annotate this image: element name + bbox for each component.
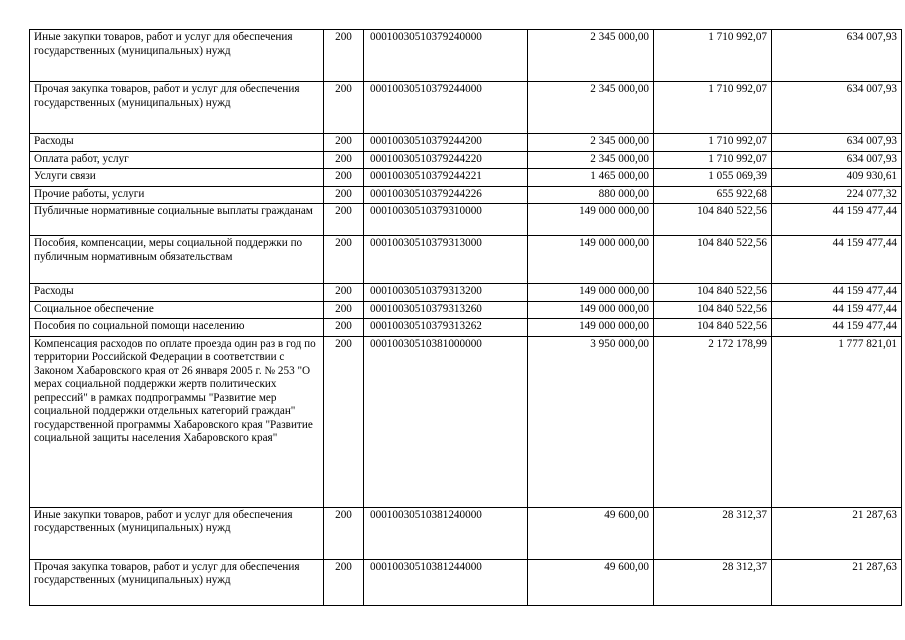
row-executed: 1 710 992,07 bbox=[654, 30, 772, 82]
row-code: 200 bbox=[324, 204, 364, 236]
row-unexecuted: 224 077,32 bbox=[772, 186, 902, 204]
row-unexecuted: 634 007,93 bbox=[772, 82, 902, 134]
table-row bbox=[30, 559, 902, 605]
row-approved: 149 000 000,00 bbox=[528, 236, 654, 284]
row-kbk: 00010030510381000000 bbox=[364, 336, 528, 507]
row-name: Пособия по социальной помощи населению bbox=[30, 319, 324, 337]
row-code: 200 bbox=[324, 336, 364, 507]
table-row bbox=[30, 151, 902, 169]
report-page bbox=[29, 29, 902, 606]
table-row bbox=[30, 319, 902, 337]
table-row bbox=[30, 236, 902, 284]
row-approved: 2 345 000,00 bbox=[528, 30, 654, 82]
row-kbk: 00010030510379244226 bbox=[364, 186, 528, 204]
row-unexecuted: 44 159 477,44 bbox=[772, 236, 902, 284]
row-code: 200 bbox=[324, 301, 364, 319]
row-unexecuted: 1 777 821,01 bbox=[772, 336, 902, 507]
row-executed: 2 172 178,99 bbox=[654, 336, 772, 507]
row-name: Прочая закупка товаров, работ и услуг для обеспечения государственных (муниципальных) нужд bbox=[30, 559, 324, 605]
row-code: 200 bbox=[324, 236, 364, 284]
row-name: Социальное обеспечение bbox=[30, 301, 324, 319]
row-unexecuted: 634 007,93 bbox=[772, 151, 902, 169]
row-approved: 880 000,00 bbox=[528, 186, 654, 204]
row-code: 200 bbox=[324, 186, 364, 204]
row-approved: 49 600,00 bbox=[528, 559, 654, 605]
row-executed: 1 710 992,07 bbox=[654, 151, 772, 169]
row-kbk: 00010030510379244200 bbox=[364, 134, 528, 152]
row-kbk: 00010030510379240000 bbox=[364, 30, 528, 82]
row-unexecuted: 44 159 477,44 bbox=[772, 301, 902, 319]
row-kbk: 00010030510379313200 bbox=[364, 284, 528, 302]
row-kbk: 00010030510379313260 bbox=[364, 301, 528, 319]
row-approved: 2 345 000,00 bbox=[528, 151, 654, 169]
row-unexecuted: 634 007,93 bbox=[772, 30, 902, 82]
row-executed: 655 922,68 bbox=[654, 186, 772, 204]
row-kbk: 00010030510379313000 bbox=[364, 236, 528, 284]
row-executed: 104 840 522,56 bbox=[654, 319, 772, 337]
budget-execution-table bbox=[29, 29, 902, 606]
row-name: Прочие работы, услуги bbox=[30, 186, 324, 204]
table-body bbox=[30, 30, 902, 606]
table-row bbox=[30, 82, 902, 134]
row-approved: 149 000 000,00 bbox=[528, 301, 654, 319]
row-unexecuted: 21 287,63 bbox=[772, 507, 902, 559]
row-code: 200 bbox=[324, 151, 364, 169]
row-code: 200 bbox=[324, 507, 364, 559]
row-unexecuted: 21 287,63 bbox=[772, 559, 902, 605]
row-unexecuted: 634 007,93 bbox=[772, 134, 902, 152]
table-row bbox=[30, 134, 902, 152]
row-approved: 149 000 000,00 bbox=[528, 284, 654, 302]
row-code: 200 bbox=[324, 30, 364, 82]
row-executed: 104 840 522,56 bbox=[654, 301, 772, 319]
row-name: Услуги связи bbox=[30, 169, 324, 187]
row-kbk: 00010030510379244221 bbox=[364, 169, 528, 187]
row-code: 200 bbox=[324, 169, 364, 187]
row-executed: 28 312,37 bbox=[654, 559, 772, 605]
row-approved: 2 345 000,00 bbox=[528, 134, 654, 152]
table-row bbox=[30, 336, 902, 507]
table-row bbox=[30, 30, 902, 82]
row-name: Оплата работ, услуг bbox=[30, 151, 324, 169]
row-unexecuted: 44 159 477,44 bbox=[772, 319, 902, 337]
table-row bbox=[30, 301, 902, 319]
row-kbk: 00010030510381244000 bbox=[364, 559, 528, 605]
row-unexecuted: 44 159 477,44 bbox=[772, 284, 902, 302]
row-approved: 149 000 000,00 bbox=[528, 319, 654, 337]
row-kbk: 00010030510381240000 bbox=[364, 507, 528, 559]
row-name: Расходы bbox=[30, 284, 324, 302]
row-name: Иные закупки товаров, работ и услуг для обеспечения государственных (муниципальных) нужд bbox=[30, 30, 324, 82]
row-approved: 49 600,00 bbox=[528, 507, 654, 559]
row-kbk: 00010030510379244220 bbox=[364, 151, 528, 169]
row-kbk: 00010030510379244000 bbox=[364, 82, 528, 134]
row-name: Прочая закупка товаров, работ и услуг для обеспечения государственных (муниципальных) нужд bbox=[30, 82, 324, 134]
table-row bbox=[30, 169, 902, 187]
row-approved: 149 000 000,00 bbox=[528, 204, 654, 236]
table-row bbox=[30, 284, 902, 302]
row-unexecuted: 409 930,61 bbox=[772, 169, 902, 187]
table-row bbox=[30, 204, 902, 236]
row-code: 200 bbox=[324, 284, 364, 302]
row-executed: 1 055 069,39 bbox=[654, 169, 772, 187]
table-row bbox=[30, 186, 902, 204]
row-code: 200 bbox=[324, 134, 364, 152]
row-name: Расходы bbox=[30, 134, 324, 152]
row-kbk: 00010030510379313262 bbox=[364, 319, 528, 337]
table-row bbox=[30, 507, 902, 559]
row-approved: 1 465 000,00 bbox=[528, 169, 654, 187]
row-kbk: 00010030510379310000 bbox=[364, 204, 528, 236]
row-executed: 104 840 522,56 bbox=[654, 236, 772, 284]
row-name: Публичные нормативные социальные выплаты гражданам bbox=[30, 204, 324, 236]
row-name: Компенсация расходов по оплате проезда один раз в год по территории Российской Федерации в соответствии с Законом Хабаровского края от 26 января 2005 г. № 253 "О мерах социальной поддержки жертв политических репрессий" в рамках подпрограммы "Развитие мер социальной поддержки отдельных категорий граждан" государственной программы Хабаровского края "Развитие социальной защиты населения Хабаровского края" bbox=[30, 336, 324, 507]
row-code: 200 bbox=[324, 82, 364, 134]
row-approved: 3 950 000,00 bbox=[528, 336, 654, 507]
row-executed: 104 840 522,56 bbox=[654, 204, 772, 236]
row-code: 200 bbox=[324, 559, 364, 605]
row-executed: 1 710 992,07 bbox=[654, 82, 772, 134]
row-code: 200 bbox=[324, 319, 364, 337]
row-executed: 104 840 522,56 bbox=[654, 284, 772, 302]
row-executed: 28 312,37 bbox=[654, 507, 772, 559]
row-name: Пособия, компенсации, меры социальной поддержки по публичным нормативным обязательствам bbox=[30, 236, 324, 284]
row-executed: 1 710 992,07 bbox=[654, 134, 772, 152]
row-unexecuted: 44 159 477,44 bbox=[772, 204, 902, 236]
row-approved: 2 345 000,00 bbox=[528, 82, 654, 134]
row-name: Иные закупки товаров, работ и услуг для обеспечения государственных (муниципальных) нужд bbox=[30, 507, 324, 559]
